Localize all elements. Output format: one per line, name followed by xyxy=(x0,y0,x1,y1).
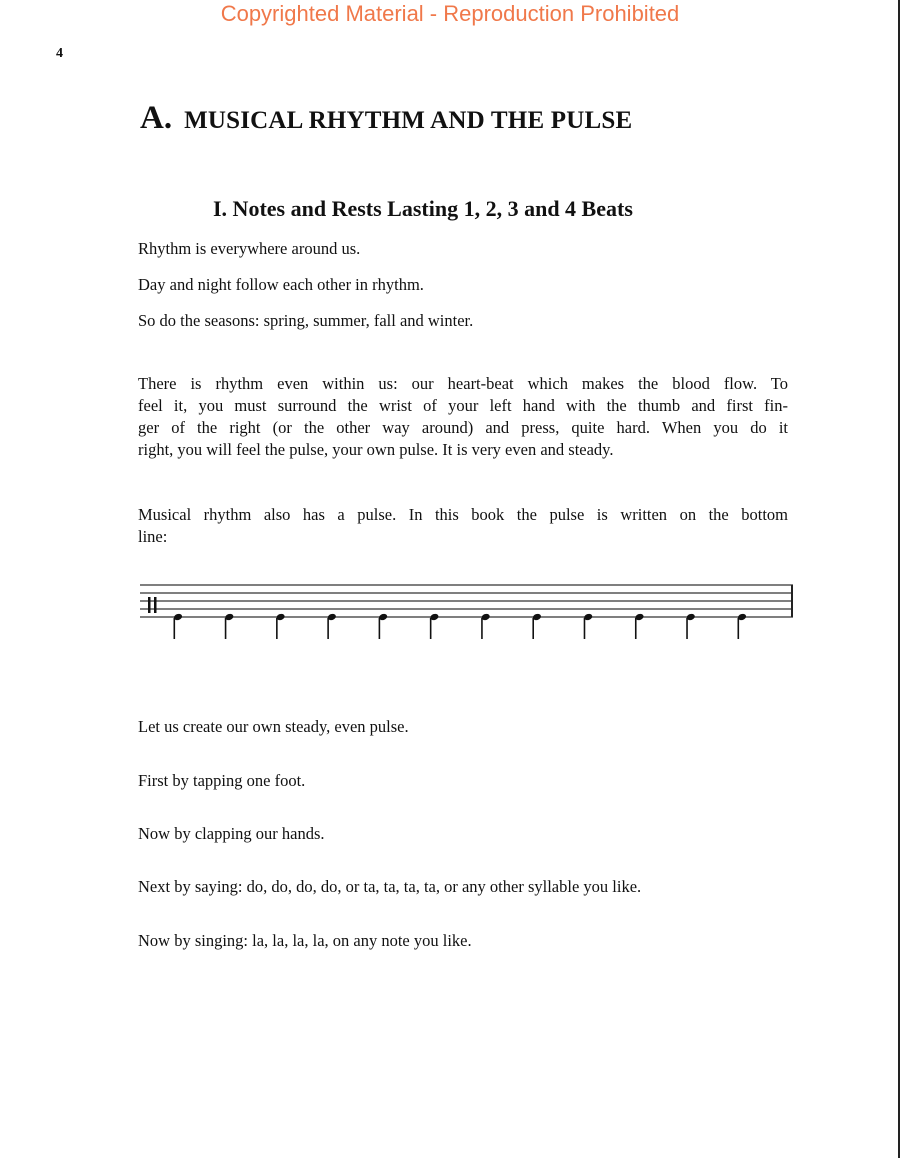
intro-line: Rhythm is everywhere around us. xyxy=(138,239,361,258)
intro-line: So do the seasons: spring, summer, fall and winter. xyxy=(138,311,474,330)
paragraph-line: Musical rhythm also has a pulse. In this book the pulse is written on the bottom xyxy=(138,505,788,524)
quarter-note xyxy=(224,613,234,639)
quarter-note xyxy=(378,613,388,639)
paragraph-line: line: xyxy=(138,527,168,546)
quarter-note xyxy=(583,613,593,639)
section-heading xyxy=(140,100,632,137)
copyright-watermark: Copyrighted Material - Reproduction Prohibited xyxy=(220,1,680,26)
section-letter: A. xyxy=(140,100,173,136)
heartbeat-paragraph xyxy=(138,373,788,461)
activity-line: Now by clapping our hands. xyxy=(138,824,325,843)
section-title: MUSICAL RHYTHM AND THE PULSE xyxy=(184,107,633,134)
subsection-title: I. Notes and Rests Lasting 1, 2, 3 and 4 Beats xyxy=(213,196,633,221)
activity-line: Next by saying: do, do, do, do, or ta, ta, ta, ta, or any other syllable you like. xyxy=(138,877,642,896)
quarter-note xyxy=(481,613,491,639)
pulse-staff-notation xyxy=(140,580,795,650)
pulse-staff xyxy=(140,580,795,650)
percussion-clef-icon xyxy=(148,597,157,613)
quarter-note xyxy=(276,613,286,639)
staff-lines xyxy=(140,585,793,617)
activity-line: Now by singing: la, la, la, la, on any note you like. xyxy=(138,931,472,950)
quarter-note xyxy=(686,613,696,639)
quarter-note xyxy=(429,613,439,639)
page-number: 4 xyxy=(56,46,63,61)
musical-rhythm-paragraph xyxy=(138,504,788,548)
activity-line: First by tapping one foot. xyxy=(138,771,306,790)
quarter-note xyxy=(634,613,644,639)
quarter-note xyxy=(173,613,183,639)
quarter-note xyxy=(737,613,747,639)
quarter-note xyxy=(532,613,542,639)
paragraph-line: right, you will feel the pulse, your own pulse. It is very even and steady. xyxy=(138,440,614,459)
paragraph-line: feel it, you must surround the wrist of your left hand with the thumb and first fin- xyxy=(138,396,788,415)
activity-line: Let us create our own steady, even pulse. xyxy=(138,717,409,736)
paragraph-line: There is rhythm even within us: our heart-beat which makes the blood flow. To xyxy=(138,374,788,393)
quarter-note xyxy=(327,613,337,639)
paragraph-line: ger of the right (or the other way around) and press, quite hard. When you do it xyxy=(138,418,788,437)
intro-line: Day and night follow each other in rhythm. xyxy=(138,275,424,294)
